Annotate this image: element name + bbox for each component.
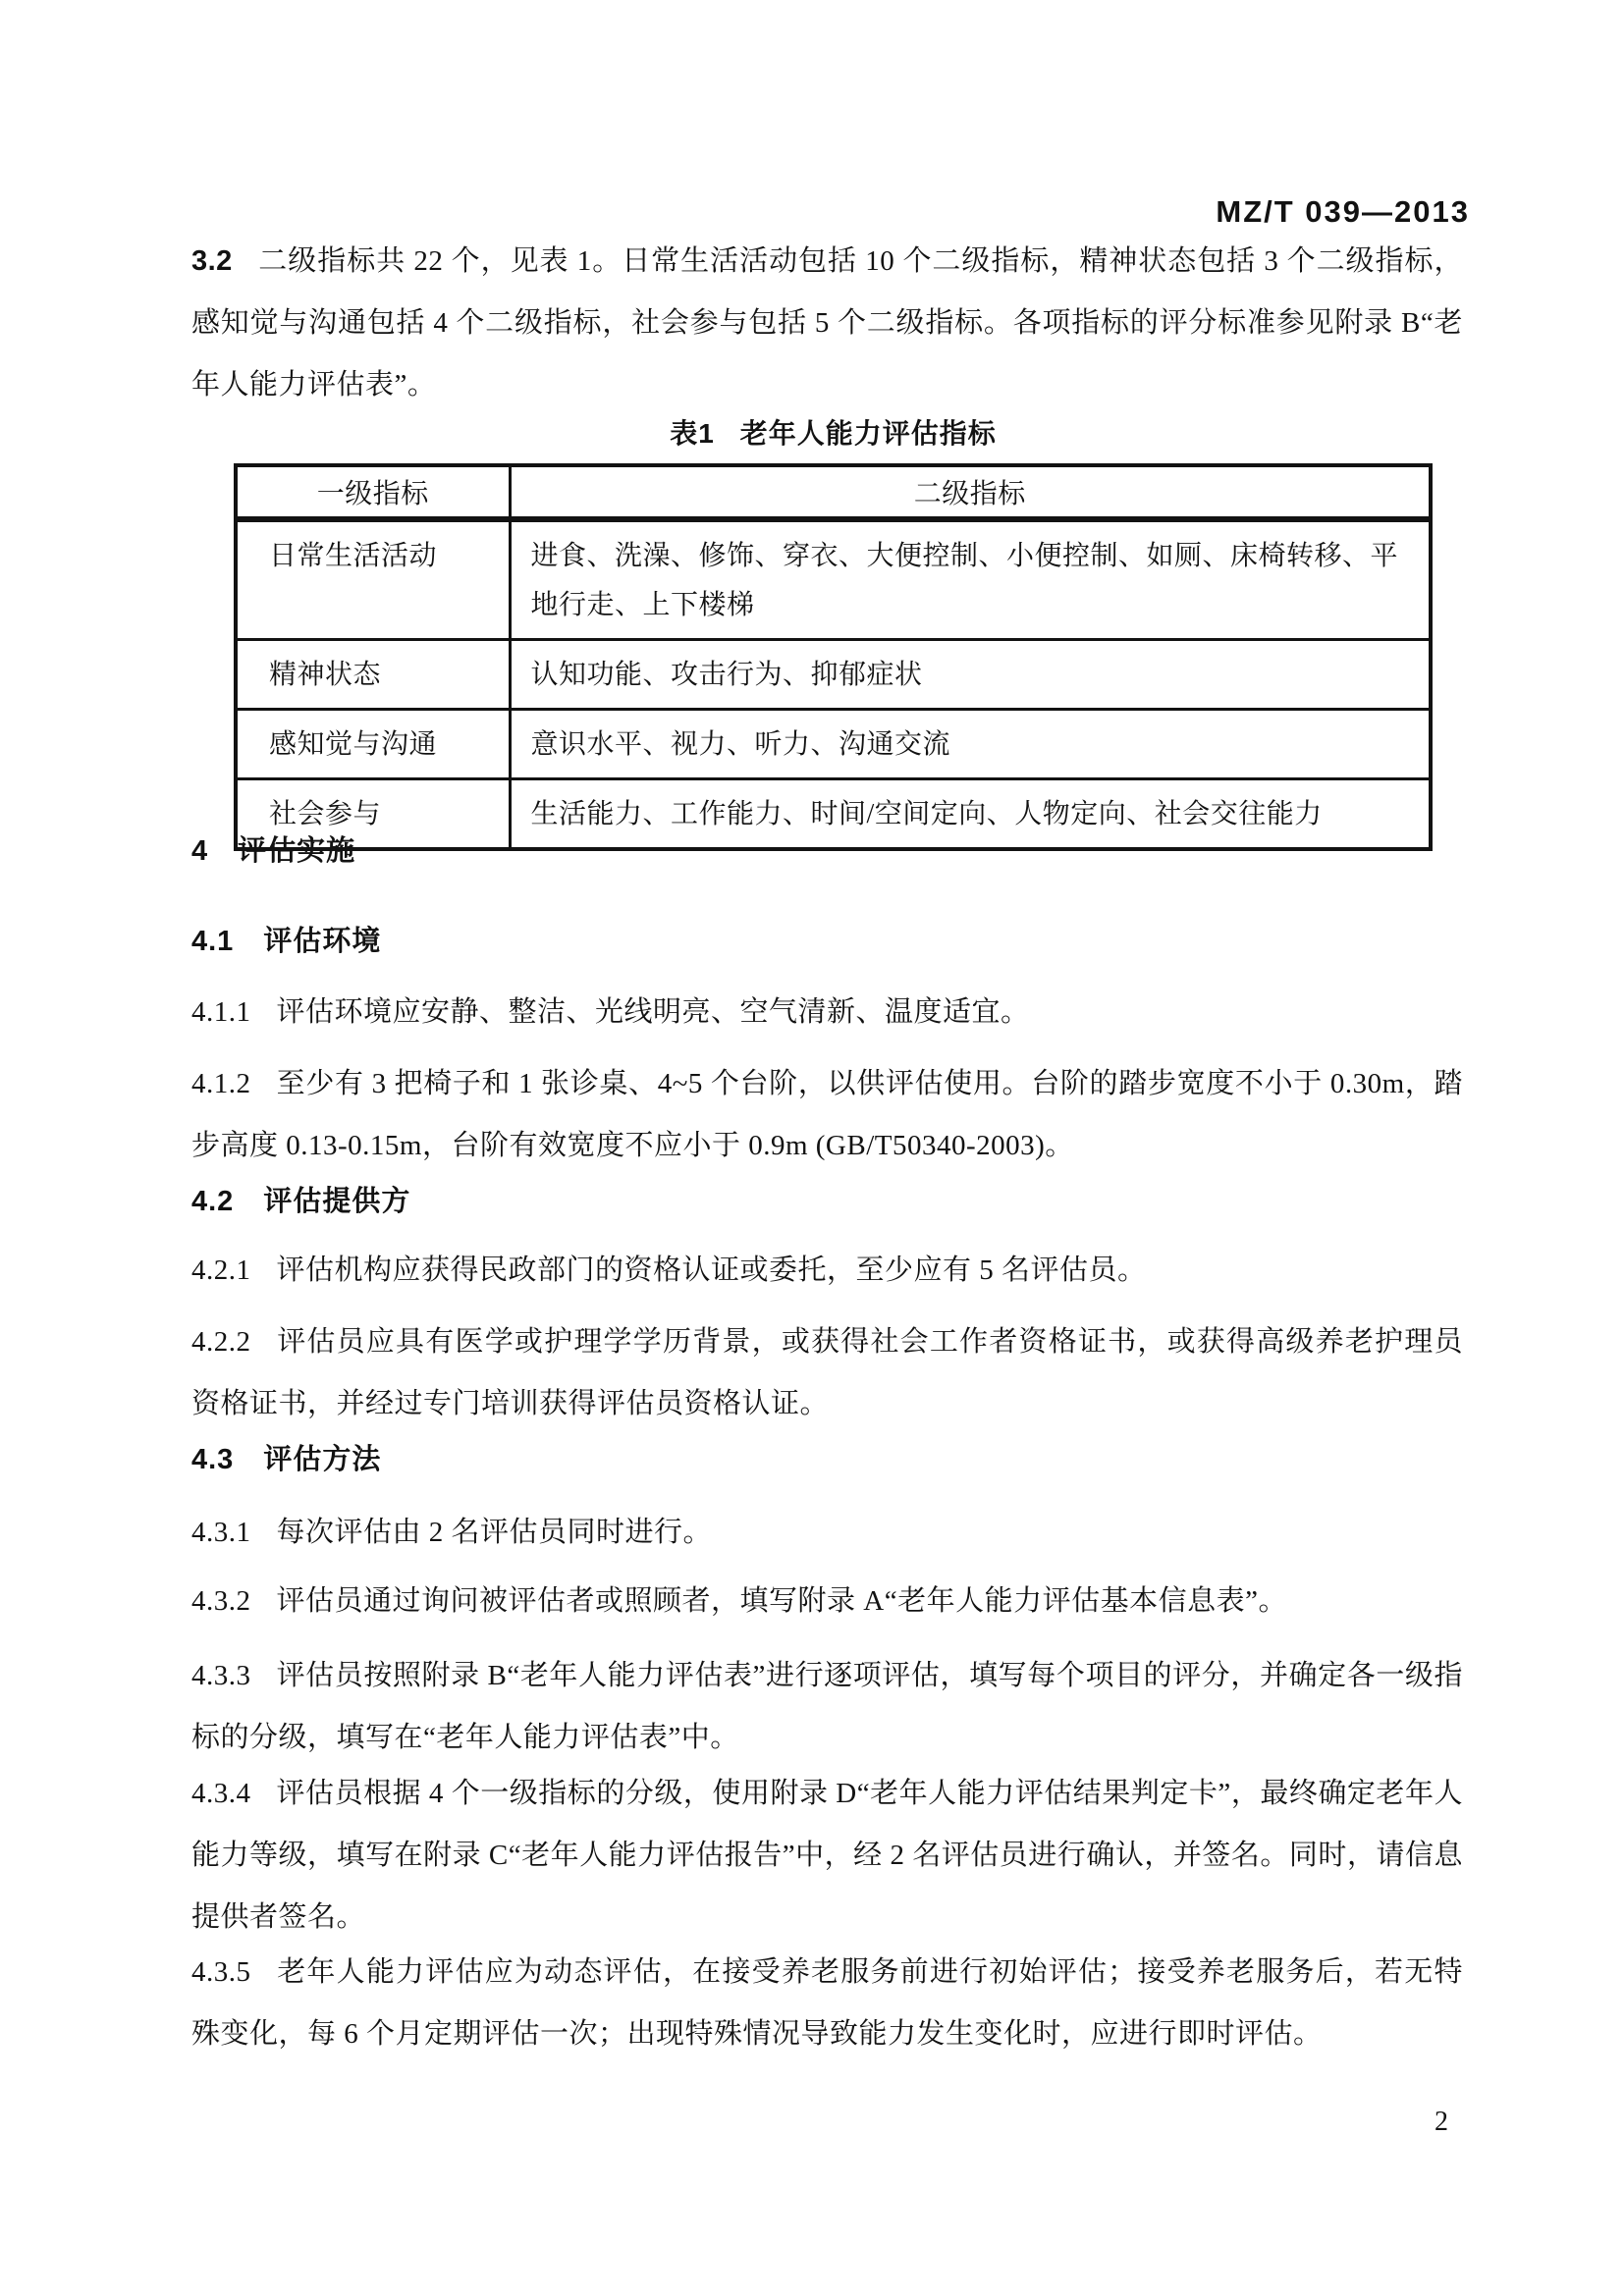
clause-text: 评估员按照附录 B“老年人能力评估表”进行逐项评估，填写每个项目的评分，并确定各一级指标的分级，填写在“老年人能力评估表”中。: [191, 1660, 1463, 1753]
clause-text: 评估员应具有医学或护理学学历背景，或获得社会工作者资格证书，或获得高级养老护理员资格证书，并经过专门培训获得评估员资格认证。: [191, 1326, 1463, 1419]
clause-number: 3.2: [191, 245, 233, 277]
section-heading-4-2: [191, 1184, 1463, 1219]
table-caption: [234, 412, 1433, 452]
column-header-level1: 一级指标: [236, 465, 510, 519]
clause-4-3-5: [191, 1942, 1463, 2065]
level1-cell: 感知觉与沟通: [236, 710, 510, 779]
section-title: 评估实施: [238, 835, 356, 867]
clause-text: 每次评估由 2 名评估员同时进行。: [276, 1517, 713, 1548]
section-number: 4.2: [191, 1186, 235, 1217]
clause-number: 4.3.5: [191, 1956, 251, 1988]
level1-cell: 社会参与: [236, 779, 510, 850]
table-caption-title: 老年人能力评估指标: [739, 418, 997, 449]
clause-4-2-1: [191, 1240, 1463, 1302]
clause-3-2: [191, 231, 1463, 416]
clause-number: 4.1.1: [191, 996, 251, 1028]
section-heading-4: [191, 833, 1463, 869]
clause-number: 4.1.2: [191, 1068, 251, 1099]
clause-text: 老年人能力评估应为动态评估，在接受养老服务前进行初始评估；接受养老服务后，若无特殊变化，每 6 个月定期评估一次；出现特殊情况导致能力发生变化时，应进行即时评估。: [191, 1956, 1463, 2050]
clause-number: 4.3.1: [191, 1517, 251, 1548]
level2-cell: 认知功能、攻击行为、抑郁症状: [510, 640, 1431, 710]
level1-cell: 日常生活活动: [236, 519, 510, 640]
clause-number: 4.3.3: [191, 1660, 251, 1691]
clause-text: 二级指标共 22 个，见表 1。日常生活活动包括 10 个二级指标，精神状态包括 3 个二级指标，感知觉与沟通包括 4 个二级指标，社会参与包括 5 个二级指标。各项指标的评分标准参见附录 B“老年人能力评估表”。: [191, 245, 1463, 400]
clause-number: 4.3.2: [191, 1585, 251, 1617]
section-number: 4.1: [191, 926, 235, 957]
column-header-level2: 二级指标: [510, 465, 1431, 519]
clause-number: 4.2.1: [191, 1255, 251, 1286]
clause-number: 4.2.2: [191, 1326, 251, 1358]
clause-4-3-4: [191, 1763, 1463, 1949]
table-1-indicators: [234, 463, 1433, 851]
level2-cell: 意识水平、视力、听力、沟通交流: [510, 710, 1431, 779]
level2-cell: 进食、洗澡、修饰、穿衣、大便控制、小便控制、如厕、床椅转移、平地行走、上下楼梯: [510, 519, 1431, 640]
level2-cell: 生活能力、工作能力、时间/空间定向、人物定向、社会交往能力: [510, 779, 1431, 850]
section-title: 评估方法: [263, 1444, 382, 1475]
table-row: [236, 519, 1431, 640]
section-number: 4.3: [191, 1444, 235, 1475]
section-heading-4-3: [191, 1442, 1463, 1477]
clause-text: 至少有 3 把椅子和 1 张诊桌、4~5 个台阶，以供评估使用。台阶的踏步宽度不小于 0.30m，踏步高度 0.13-0.15m，台阶有效宽度不应小于 0.9m (GB/T50340-2003)。: [191, 1068, 1463, 1161]
table-row: [236, 640, 1431, 710]
table-caption-label: 表1: [670, 418, 715, 449]
section-title: 评估环境: [263, 926, 382, 957]
clause-4-1-2: [191, 1053, 1463, 1177]
clause-4-2-2: [191, 1311, 1463, 1435]
standard-number-header: MZ/T 039—2013: [1216, 194, 1470, 229]
clause-text: 评估环境应安静、整洁、光线明亮、空气清新、温度适宜。: [276, 996, 1030, 1028]
clause-number: 4.3.4: [191, 1778, 251, 1809]
section-heading-4-1: [191, 924, 1463, 959]
table-row: [236, 710, 1431, 779]
clause-text: 评估员根据 4 个一级指标的分级，使用附录 D“老年人能力评估结果判定卡”，最终确定老年人能力等级，填写在附录 C“老年人能力评估报告”中，经 2 名评估员进行确认，并签名。同时，请信息提供者签名。: [191, 1778, 1463, 1933]
section-title: 评估提供方: [263, 1186, 411, 1217]
clause-4-3-3: [191, 1645, 1463, 1769]
page-number: 2: [1435, 2107, 1448, 2137]
level1-cell: 精神状态: [236, 640, 510, 710]
table-header-row: [236, 465, 1431, 519]
clause-4-3-1: [191, 1502, 1463, 1564]
clause-text: 评估员通过询问被评估者或照顾者，填写附录 A“老年人能力评估基本信息表”。: [276, 1585, 1287, 1617]
clause-4-3-2: [191, 1571, 1463, 1632]
clause-text: 评估机构应获得民政部门的资格认证或委托，至少应有 5 名评估员。: [276, 1255, 1147, 1286]
clause-4-1-1: [191, 982, 1463, 1043]
section-number: 4: [191, 835, 209, 867]
